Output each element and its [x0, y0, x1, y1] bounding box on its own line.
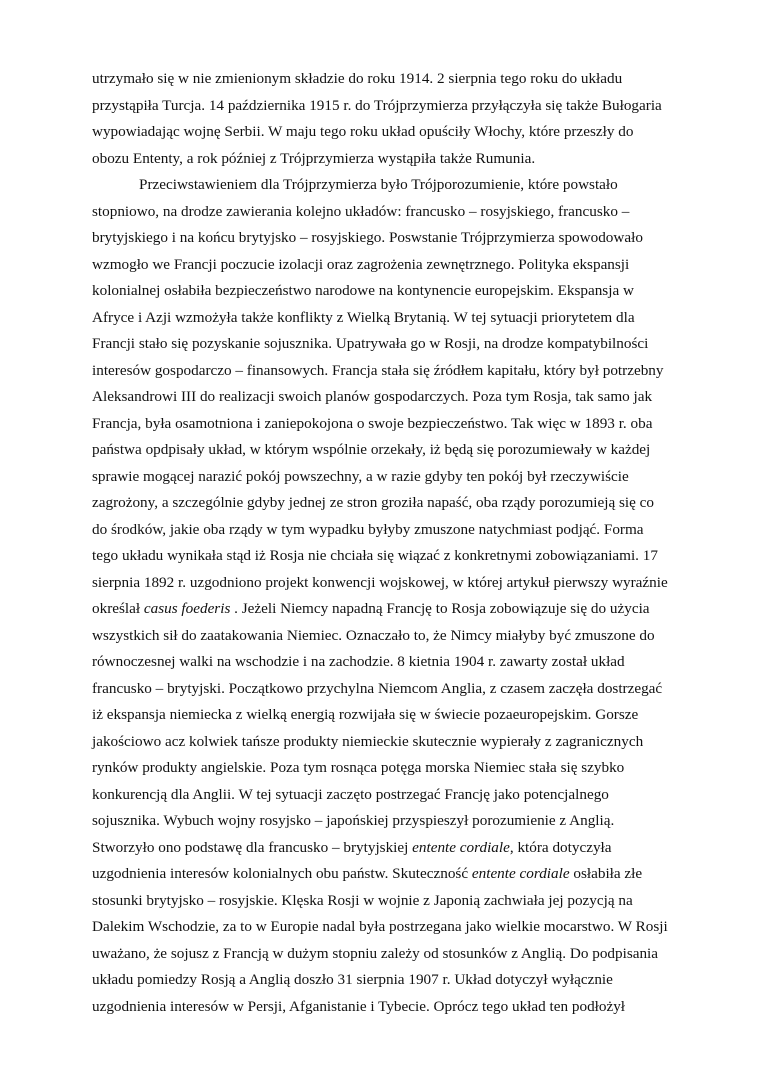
text-line: sojusznika. Wybuch wojny rosyjsko – japońskiej przyspieszył porozumienie z Anglią.: [92, 812, 615, 829]
text-line: układu pomiedzy Rosją a Anglią doszło 31 sierpnia 1907 r. Układ dotyczył wyłącznie: [92, 971, 613, 988]
text-line: uważano, że sojusz z Francją w dużym stopniu zależy od stosunków z Anglią. Do podpisania: [92, 944, 659, 962]
text-line: brytyjskiego i na końcu brytyjsko – rosyjskiego. Poswstanie Trójprzymierza spowodowało: [92, 229, 643, 246]
text-line: rynków produkty angielskie. Poza tym rosnąca potęga morska Niemiec stała się szybko: [92, 759, 625, 776]
text-line: interesów gospodarczo – finansowych. Francja stała się źródłem kapitału, który był potrzebny: [92, 361, 664, 379]
text-line: tego układu wynikała stąd iż Rosja nie chciała się wiązać z konkretnymi zobowiązaniami. 17: [92, 547, 658, 564]
text-line: [92, 596, 672, 623]
text-line: państwa opdpisały układ, w którym wspólnie orzekały, iż będą się porozumiewały w każdej: [92, 441, 651, 458]
text-line: przystąpiła Turcja. 14 października 1915 r. do Trójprzymierza przyłączyła się także Bułogaria: [92, 96, 662, 114]
text-line: [92, 861, 672, 888]
text-line: Francji stało się pozyskanie sojusznika. Upatrywała go w Rosji, na drodze kompatybilności: [92, 335, 649, 352]
text-line: Dalekim Wschodzie, za to w Europie nadal była postrzegana jako wielkie mocarstwo. W Rosji: [92, 918, 668, 935]
text-line: jakościowo acz kolwiek tańsze produkty niemieckie skutecznie wypierały z zagranicznych: [92, 732, 644, 750]
text-line: Afryce i Azji wzmożyła także konflikty z Wielką Brytanią. W tej sytuacji priorytetem dla: [92, 308, 635, 326]
italic-term: casus foederis: [143, 600, 231, 617]
text-line: obozu Ententy, a rok później z Trójprzymierza wystąpiła także Rumunia.: [92, 149, 536, 167]
text-line: Przeciwstawieniem dla Trójprzymierza było Trójporozumienie, które powstało: [139, 176, 618, 193]
text-segment: . Jeżeli Niemcy napadną Francję to Rosja zobowiązuje się do użycia: [230, 600, 650, 617]
document-page: [92, 66, 672, 1020]
text-line: wzmogło we Francji poczucie izolacji oraz zagrożenia zewnętrznego. Polityka ekspansji: [92, 255, 630, 273]
text-line: [92, 835, 672, 862]
text-line: do środków, jakie oba rządy w tym wypadku byłyby zmuszone natychmiast podjąć. Forma: [92, 520, 644, 538]
text-line: wszystkich sił do zaatakowania Niemiec. Oznaczało to, że Nimcy miałyby być zmuszone do: [92, 626, 655, 644]
text-line: sprawie mogącej narazić pokój powszechny, a w razie gdyby ten pokój był rzeczywiście: [92, 467, 629, 485]
text-segment: określał: [92, 600, 144, 617]
text-segment: , która dotyczyła: [509, 838, 612, 856]
text-segment: osłabiła złe: [569, 865, 643, 882]
text-line: sierpnia 1892 r. uzgodniono projekt konwencji wojskowej, w której artykuł pierwszy wyraźnie: [92, 573, 668, 591]
text-segment: Stworzyło ono podstawę dla francusko – brytyjskiej: [92, 838, 413, 856]
text-line: stopniowo, na drodze zawierania kolejno układów: francusko – rosyjskiego, francusko –: [92, 202, 630, 220]
text-line: wypowiadając wojnę Serbii. W maju tego roku układ opuściły Włochy, które przeszły do: [92, 123, 634, 140]
text-line: utrzymało się w nie zmienionym składzie do roku 1914. 2 sierpnia tego roku do układu: [92, 70, 623, 87]
text-line: konkurencją dla Anglii. W tej sytuacji zaczęto postrzegać Francję jako potencjalnego: [92, 785, 609, 803]
text-line: iż ekspansja niemiecka z wielką energią rozwijała się w świecie pozaeuropejskim. Gorsze: [92, 706, 639, 723]
text-line: równoczesnej walki na wschodzie i na zachodzie. 8 kietnia 1904 r. zawarty został układ: [92, 653, 625, 670]
text-line: francusko – brytyjski. Początkowo przychylna Niemcom Anglia, z czasem zaczęła dostrzegać: [92, 679, 663, 697]
italic-term: entente cordiale: [471, 865, 570, 882]
text-line: Francja, była osamotniona i zaniepokojona o swoje bezpieczeństwo. Tak więc w 1893 r. oba: [92, 414, 653, 432]
italic-term: entente cordiale: [412, 838, 510, 856]
text-line: Aleksandrowi III do realizacji swoich planów gospodarczych. Poza tym Rosja, tak samo jak: [92, 388, 653, 405]
text-line: uzgodnienia interesów w Persji, Afganistanie i Tybecie. Oprócz tego układ ten podłożył: [92, 997, 626, 1015]
text-line: zagrożony, a szczególnie gdyby jednej ze stron groziła napaść, oba rządy porozumieją się co: [92, 494, 654, 511]
text-segment: uzgodnienia interesów kolonialnych obu państw. Skuteczność: [92, 865, 472, 882]
text-line: kolonialnej osłabiła bezpieczeństwo narodowe na kontynencie europejskim. Ekspansja w: [92, 282, 634, 299]
text-line: stosunki brytyjsko – rosyjskie. Klęska Rosji w wojnie z Japonią zachwiała jej pozycją na: [92, 891, 633, 909]
